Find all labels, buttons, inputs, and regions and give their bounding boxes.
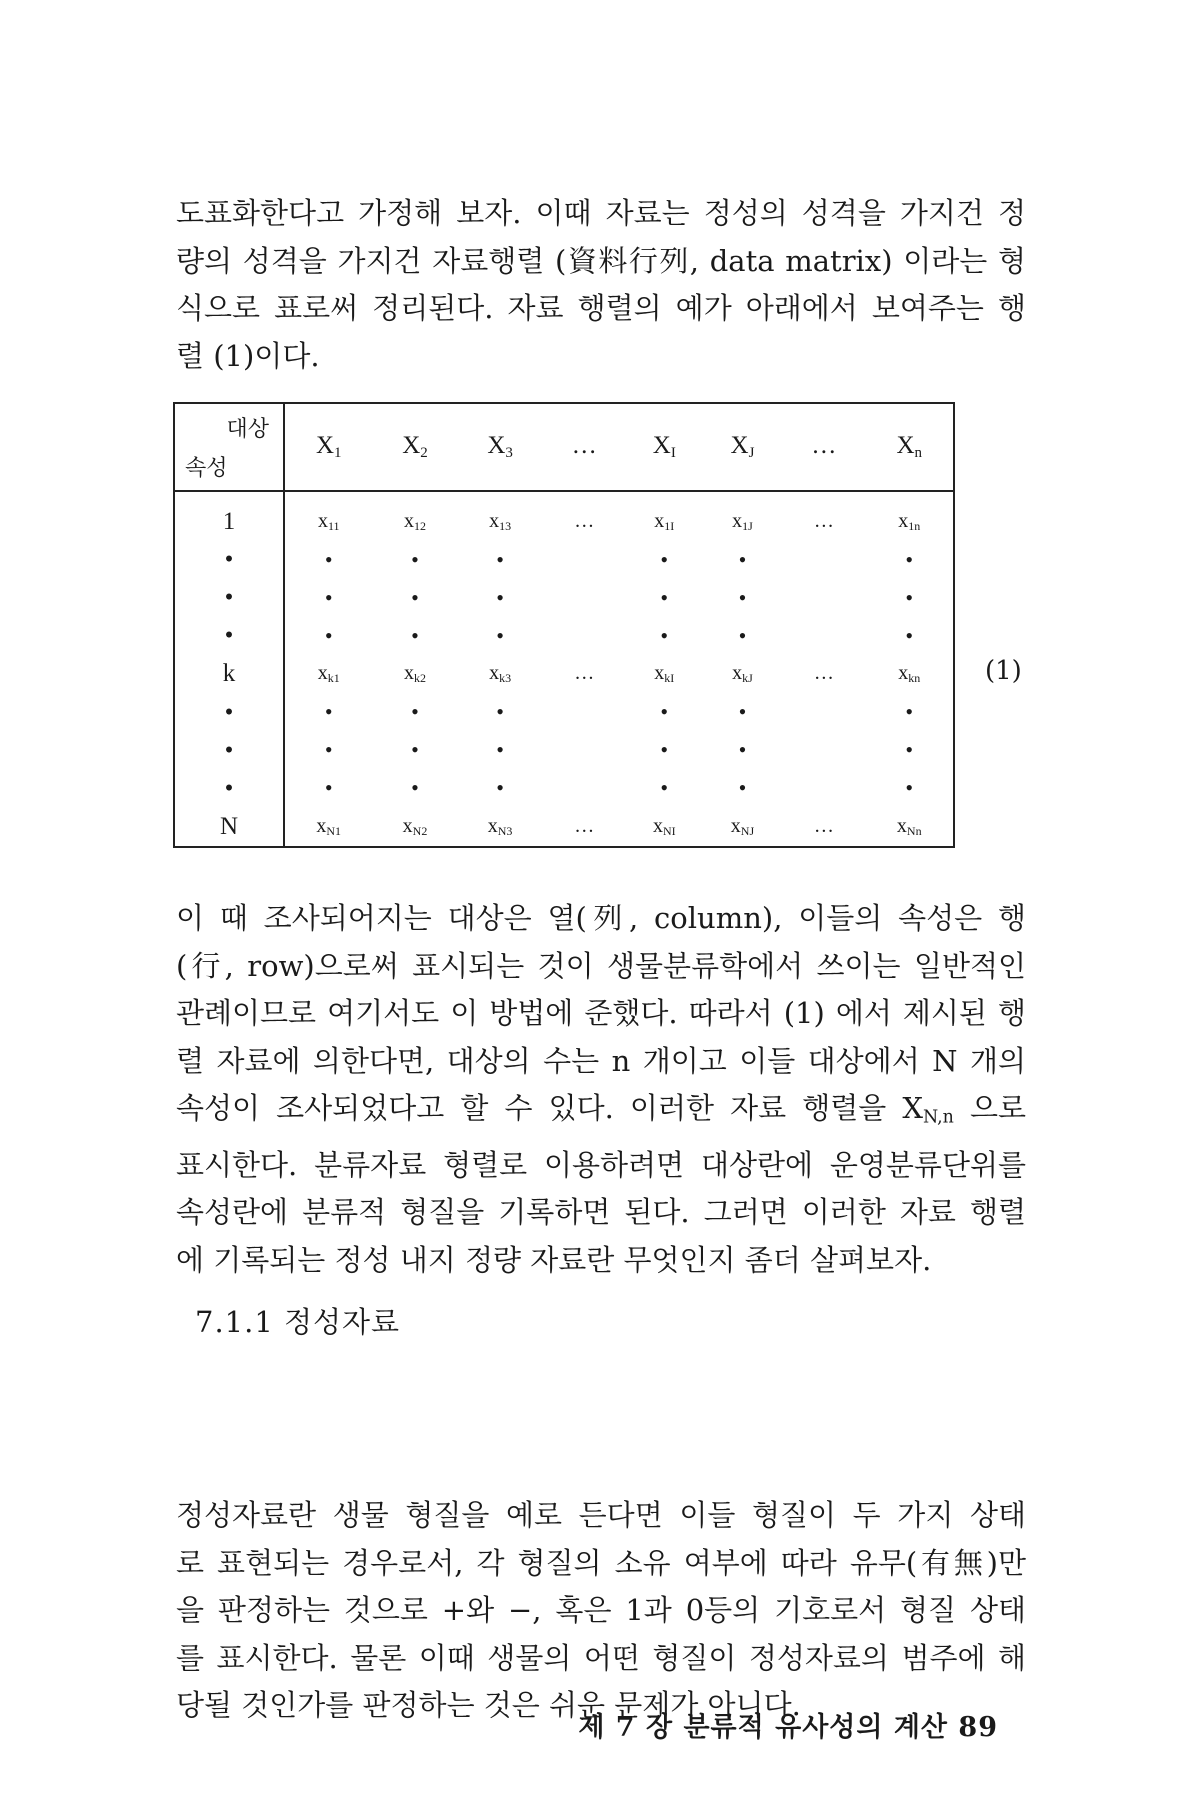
row-label: k bbox=[174, 655, 284, 693]
matrix-cell: • bbox=[738, 775, 747, 801]
matrix-cell: $x_{NJ}$ bbox=[730, 814, 755, 838]
matrix-cell: • bbox=[411, 737, 419, 763]
matrix-row bbox=[174, 655, 954, 693]
matrix-cell: $x_{N2}$ bbox=[402, 814, 428, 838]
column-header: $X_3$ bbox=[458, 403, 543, 491]
text-line: 도표화한다고 가정해 보자. 이때 자료는 정성의 성격을 가지건 정 bbox=[176, 196, 1026, 230]
row-label: • bbox=[174, 732, 284, 770]
matrix-cell: • bbox=[905, 622, 914, 648]
matrix-cell: $x_{k2}$ bbox=[403, 662, 426, 686]
matrix-cell: • bbox=[905, 584, 914, 610]
column-header: … bbox=[782, 403, 865, 491]
corner-label-object: 대상 bbox=[226, 416, 269, 441]
matrix-corner-cell bbox=[174, 403, 284, 491]
row-label: • bbox=[174, 770, 284, 808]
text-line: 식으로 표로써 정리된다. 자료 행렬의 예가 아래에서 보여주는 행 bbox=[176, 291, 1026, 325]
matrix-row bbox=[174, 693, 954, 731]
matrix-row bbox=[174, 541, 954, 579]
text-line: 당될 것인가를 판정하는 것은 쉬운 문제가 아니다. bbox=[176, 1688, 801, 1722]
text-line: 을 판정하는 것으로 +와 −, 혹은 1과 0등의 기호로서 형질 상태 bbox=[176, 1593, 1026, 1627]
matrix-cell: $x_{kn}$ bbox=[898, 662, 921, 686]
matrix-cell: $x_{kJ}$ bbox=[732, 662, 753, 686]
text-line: 에 기록되는 정성 내지 정량 자료란 무엇인지 좀더 살펴보자. bbox=[176, 1242, 932, 1277]
matrix-cell: • bbox=[738, 546, 747, 572]
paragraph-intro bbox=[176, 190, 1026, 380]
text-line: 관례이므로 여기서도 이 방법에 준했다. 따라서 (1) 에서 제시된 행 bbox=[176, 996, 1026, 1030]
matrix-cell bbox=[543, 541, 626, 579]
matrix-cell: • bbox=[324, 622, 333, 648]
text-line: 표시한다. 분류자료 형렬로 이용하려면 대상란에 운영분류단위를 bbox=[176, 1147, 1026, 1182]
matrix-cell bbox=[543, 693, 626, 731]
matrix-cell: • bbox=[496, 699, 504, 724]
matrix-cell: • bbox=[738, 622, 747, 648]
matrix-cell: $x_{kI}$ bbox=[654, 662, 675, 686]
matrix-header-row bbox=[174, 403, 954, 491]
matrix-cell: $x_{N3}$ bbox=[487, 814, 513, 838]
row-label: • bbox=[174, 579, 284, 617]
matrix-cell: • bbox=[496, 775, 504, 801]
column-header: $X_1$ bbox=[284, 403, 372, 491]
matrix-cell: $x_{N1}$ bbox=[316, 814, 342, 838]
matrix-cell: • bbox=[496, 737, 504, 763]
row-label: 1 bbox=[174, 491, 284, 541]
section-heading: 7.1.1 정성자료 bbox=[195, 1305, 401, 1339]
matrix-cell: $x_{1J}$ bbox=[732, 509, 753, 533]
matrix-cell bbox=[543, 579, 626, 617]
matrix-cell: • bbox=[411, 622, 419, 648]
corner-label-attribute: 속성 bbox=[185, 455, 228, 480]
matrix-cell: • bbox=[411, 699, 419, 724]
matrix-cell: • bbox=[324, 699, 333, 724]
matrix-cell: • bbox=[660, 775, 669, 801]
matrix-row bbox=[174, 617, 954, 655]
text-line: 속성이 조사되었다고 할 수 있다. 이러한 자료 행렬을 $X_{N,n}$ 으로 bbox=[176, 1091, 1027, 1128]
matrix-cell: • bbox=[905, 775, 914, 801]
row-label: • bbox=[174, 693, 284, 731]
matrix-cell bbox=[782, 579, 865, 617]
text-line: (行, row)으로써 표시되는 것이 생물분류학에서 쓰이는 일반적인 bbox=[176, 948, 1026, 983]
row-label: • bbox=[174, 541, 284, 579]
paragraph-explanation bbox=[176, 895, 1026, 1284]
matrix-cell: • bbox=[660, 546, 669, 572]
column-header: $X_I$ bbox=[626, 403, 703, 491]
matrix-cell: $x_{k3}$ bbox=[489, 662, 512, 686]
matrix-cell: … bbox=[813, 509, 834, 532]
matrix-cell: $x_{1I}$ bbox=[654, 509, 675, 533]
paragraph-qualitative bbox=[176, 1492, 1026, 1730]
column-header: $X_J$ bbox=[703, 403, 783, 491]
matrix-cell: • bbox=[411, 546, 419, 572]
matrix-cell: • bbox=[660, 699, 669, 724]
matrix-cell: • bbox=[324, 775, 333, 801]
matrix-cell bbox=[782, 732, 865, 770]
matrix-cell: … bbox=[574, 662, 595, 685]
matrix-row bbox=[174, 770, 954, 808]
matrix-cell: … bbox=[574, 509, 595, 532]
column-header: $X_2$ bbox=[372, 403, 457, 491]
matrix-cell: • bbox=[411, 584, 419, 610]
matrix-row bbox=[174, 579, 954, 617]
text-line: 를 표시한다. 물론 이때 생물의 어떤 형질이 정성자료의 범주에 해 bbox=[176, 1640, 1026, 1675]
text-line: 렬 (1)이다. bbox=[176, 338, 320, 373]
text-line: 렬 자료에 의한다면, 대상의 수는 n 개이고 이들 대상에서 N 개의 bbox=[176, 1043, 1026, 1078]
matrix-cell: • bbox=[496, 584, 504, 610]
matrix-cell: $x_{NI}$ bbox=[652, 814, 676, 838]
page-footer: 제 7 장 분류적 유사성의 계산 89 bbox=[578, 1712, 998, 1743]
matrix-cell: $x_{k1}$ bbox=[317, 662, 340, 686]
matrix-cell: • bbox=[411, 775, 419, 801]
matrix-cell: • bbox=[324, 546, 333, 572]
matrix-cell: … bbox=[813, 814, 834, 837]
column-header: … bbox=[543, 403, 626, 491]
matrix-cell bbox=[782, 770, 865, 808]
matrix-cell: • bbox=[738, 737, 747, 763]
matrix-cell: • bbox=[496, 546, 504, 572]
matrix-cell bbox=[543, 732, 626, 770]
matrix-cell: • bbox=[324, 737, 333, 763]
text-line: 로 표현되는 경우로서, 각 형질의 소유 여부에 따라 유무(有無)만 bbox=[176, 1545, 1026, 1580]
matrix-cell: • bbox=[660, 622, 669, 648]
matrix-cell: • bbox=[905, 546, 914, 572]
matrix-cell: $x_{11}$ bbox=[317, 509, 340, 533]
matrix-cell: • bbox=[905, 737, 914, 763]
data-matrix-table bbox=[173, 402, 955, 848]
matrix-cell: • bbox=[496, 622, 504, 648]
matrix-cell bbox=[782, 541, 865, 579]
matrix-cell: • bbox=[738, 699, 747, 724]
matrix-cell: • bbox=[738, 584, 747, 610]
text-line: 속성란에 분류적 형질을 기록하면 된다. 그러면 이러한 자료 행렬 bbox=[176, 1195, 1026, 1230]
row-label: N bbox=[174, 808, 284, 847]
matrix-cell bbox=[782, 693, 865, 731]
matrix-cell bbox=[782, 617, 865, 655]
matrix-cell bbox=[543, 770, 626, 808]
matrix-cell: … bbox=[574, 814, 595, 837]
matrix-cell bbox=[543, 617, 626, 655]
matrix-row bbox=[174, 732, 954, 770]
matrix-cell: • bbox=[660, 737, 669, 763]
matrix-cell: $x_{1n}$ bbox=[898, 509, 921, 533]
text-line: 량의 성격을 가지건 자료행렬 (資料行列, data matrix) 이라는 형 bbox=[176, 243, 1026, 278]
matrix-cell: $x_{Nn}$ bbox=[896, 814, 922, 838]
text-line: 이 때 조사되어지는 대상은 열(列, column), 이들의 속성은 행 bbox=[176, 901, 1026, 935]
matrix-cell: $x_{12}$ bbox=[403, 509, 426, 533]
text-line: 정성자료란 생물 형질을 예로 든다면 이들 형질이 두 가지 상태 bbox=[176, 1498, 1026, 1532]
matrix-cell: • bbox=[905, 699, 914, 724]
matrix-cell: • bbox=[660, 584, 669, 610]
matrix-row bbox=[174, 808, 954, 847]
matrix-cell: $x_{13}$ bbox=[489, 509, 512, 533]
matrix-row bbox=[174, 491, 954, 541]
matrix-cell: … bbox=[813, 662, 834, 685]
column-header: $X_n$ bbox=[866, 403, 955, 491]
row-label: • bbox=[174, 617, 284, 655]
equation-number: (1) bbox=[985, 656, 1022, 686]
matrix-cell: • bbox=[324, 584, 333, 610]
